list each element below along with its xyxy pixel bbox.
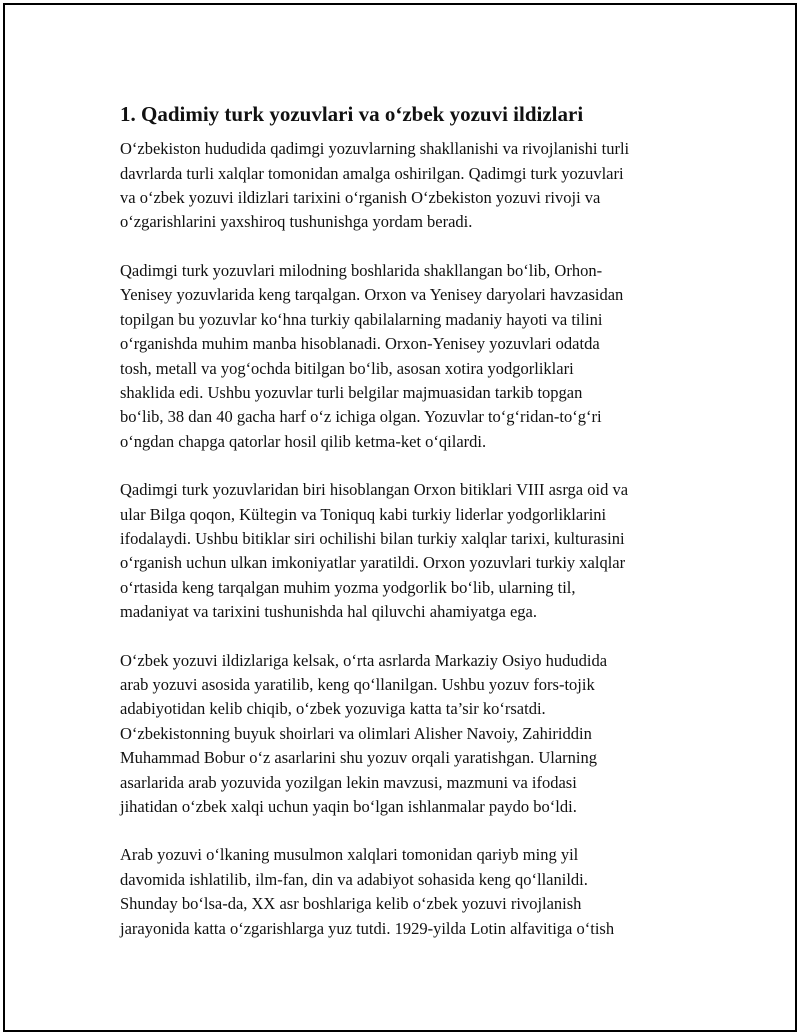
text-line: asarlarida arab yozuvida yozilgan lekin mavzusi, mazmuni va ifodasi: [120, 772, 577, 792]
text-line: O‘zbekiston hududida qadimgi yozuvlarning shakllanishi va rivojlanishi turli: [120, 139, 630, 159]
text-line: ifodalaydi. Ushbu bitiklar siri ochilishi bilan turkiy xalqlar tarixi, kulturasini: [120, 528, 625, 548]
text-line: adabiyotidan kelib chiqib, o‘zbek yozuviga katta ta’sir ko‘rsatdi.: [120, 699, 546, 719]
text-line: Arab yozuvi o‘lkaning musulmon xalqlari tomonidan qariyb ming yil: [120, 845, 579, 865]
text-line: jarayonida katta o‘zgarishlarga yuz tutdi. 1929-yilda Lotin alfavitiga o‘tish: [120, 918, 615, 938]
section-heading: 1. Qadimiy turk yozuvlari va o‘zbek yozuvi ildizlari: [120, 102, 584, 126]
text-line: Qadimgi turk yozuvlari milodning boshlarida shakllangan bo‘lib, Orhon-: [120, 260, 603, 280]
text-line: O‘zbek yozuvi ildizlariga kelsak, o‘rta asrlarda Markaziy Osiyo hududida: [120, 650, 608, 670]
text-line: Shunday bo‘lsa-da, XX asr boshlariga kelib o‘zbek yozuvi rivojlanish: [120, 894, 582, 914]
text-line: o‘rganishda muhim manba hisoblanadi. Orxon-Yenisey yozuvlari odatda: [120, 334, 600, 354]
paragraph-5: [120, 843, 700, 941]
text-line: topilgan bu yozuvlar ko‘hna turkiy qabilalarning madaniy hayoti va tilini: [120, 309, 603, 329]
text-line: Yenisey yozuvlarida keng tarqalgan. Orxon va Yenisey daryolari havzasidan: [120, 285, 624, 305]
text-line: ular Bilga qoqon, Kültegin va Toniquq kabi turkiy liderlar yodgorliklarini: [120, 504, 607, 524]
paragraph-4: [120, 649, 700, 820]
text-line: o‘zgarishlarini yaxshiroq tushunishga yordam beradi.: [120, 212, 473, 232]
text-line: o‘rtasida keng tarqalgan muhim yozma yodgorlik bo‘lib, ularning til,: [120, 577, 576, 597]
text-line: o‘rganish uchun ulkan imkoniyatlar yaratildi. Orxon yozuvlari turkiy xalqlar: [120, 553, 626, 573]
text-line: O‘zbekistonning buyuk shoirlari va olimlari Alisher Navoiy, Zahiriddin: [120, 723, 592, 743]
page-frame: [3, 3, 797, 1032]
text-line: davomida ishlatilib, ilm-fan, din va adabiyot sohasida keng qo‘llanildi.: [120, 869, 588, 889]
text-line: madaniyat va tarixini tushunishda hal qiluvchi ahamiyatga ega.: [120, 602, 537, 622]
text-line: arab yozuvi asosida yaratilib, keng qo‘llanilgan. Ushbu yozuv fors-tojik: [120, 674, 595, 694]
text-line: o‘ngdan chapga qatorlar hosil qilib ketma-ket o‘qilardi.: [120, 431, 487, 451]
text-line: bo‘lib, 38 dan 40 gacha harf o‘z ichiga olgan. Yozuvlar to‘g‘ridan-to‘g‘ri: [120, 407, 602, 427]
text-line: Qadimgi turk yozuvlaridan biri hisoblangan Orxon bitiklari VIII asrga oid va: [120, 480, 629, 500]
text-line: Muhammad Bobur o‘z asarlarini shu yozuv orqali yaratishgan. Ularning: [120, 748, 598, 768]
text-line: va o‘zbek yozuvi ildizlari tarixini o‘rganish O‘zbekiston yozuvi rivoji va: [120, 188, 601, 208]
paragraph-2: [120, 259, 700, 454]
text-line: tosh, metall va yog‘ochda bitilgan bo‘lib, asosan xotira yodgorliklari: [120, 358, 574, 378]
document-body: [120, 95, 700, 965]
text-line: davrlarda turli xalqlar tomonidan amalga oshirilgan. Qadimgi turk yozuvlari: [120, 163, 624, 183]
paragraph-1: [120, 137, 700, 235]
paragraph-3: [120, 478, 700, 624]
text-line: jihatidan o‘zbek xalqi uchun yaqin bo‘lgan ishlanmalar paydo bo‘ldi.: [120, 797, 577, 816]
text-line: shaklida edi. Ushbu yozuvlar turli belgilar majmuasidan tarkib topgan: [120, 382, 583, 402]
